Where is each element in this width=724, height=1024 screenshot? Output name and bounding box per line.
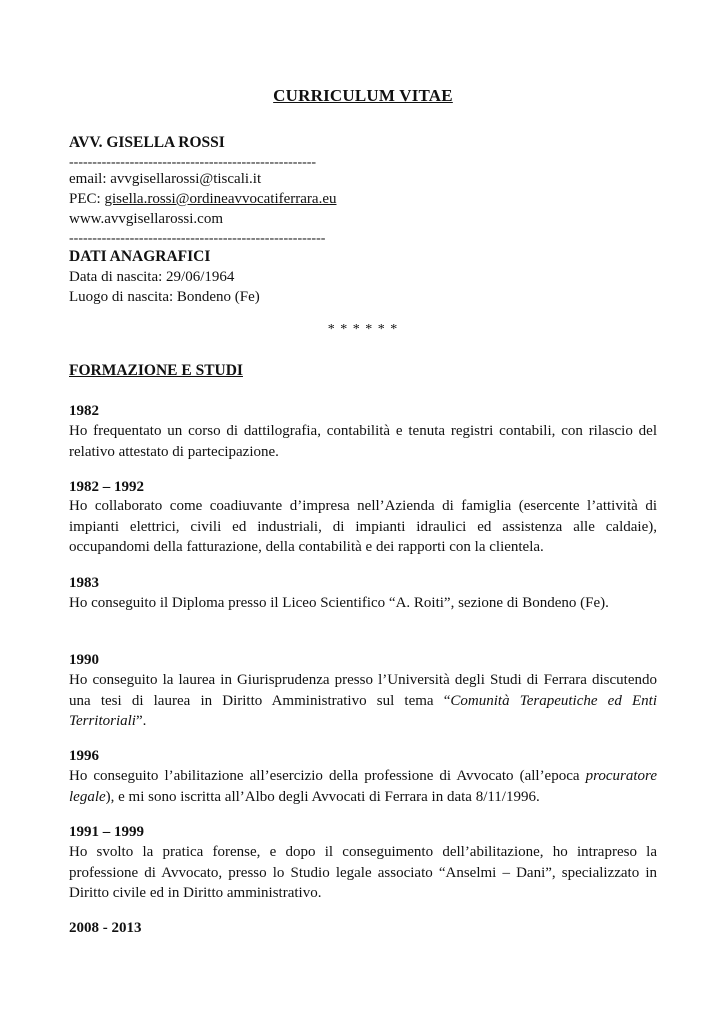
formazione-heading: FORMAZIONE E STUDI <box>69 362 243 379</box>
entry-text-part: ”. <box>135 713 147 729</box>
email-label: email: <box>69 171 111 187</box>
entry-text-part: Ho conseguito l’abilitazione all’esercizio della professione di Avvocato (all’epoca <box>69 768 586 784</box>
website-link[interactable]: www.avvgisellarossi.com <box>69 211 223 227</box>
birth-place: Luogo di nascita: Bondeno (Fe) <box>69 289 260 305</box>
entry-text: Ho svolto la pratica forense, e dopo il conseguimento dell’abilitazione, ho intrapreso la professione di Avvocato, presso lo Studio legale associato “Anselmi – Dani”, specializzato in Diritto civile ed in Diritto amministrativo. <box>69 844 657 901</box>
email-link[interactable]: avvgisellarossi@tiscali.it <box>110 171 262 187</box>
entry-year: 2008 - 2013 <box>69 920 142 936</box>
entry-text <box>69 766 657 807</box>
stars-divider: * * * * * * <box>327 322 399 337</box>
entry-text: Ho collaborato come coadiuvante d’impresa nell’Azienda di famiglia (esercente l’attività di impianti elettrici, civili ed industriali, di impianti idraulici ed assistenza alle caldaie), occupandomi della fatturazione, della contabilità e dei rapporti con la clientela. <box>69 498 657 555</box>
entry-text: Ho frequentato un corso di dattilografia, contabilità e tenuta registri contabili, con rilascio del relativo attestato di partecipazione. <box>69 423 657 460</box>
pec-line <box>69 189 336 209</box>
birth-date: Data di nascita: 29/06/1964 <box>69 269 235 285</box>
entry-year: 1982 – 1992 <box>69 479 144 495</box>
separator-line-bottom: ------------------------------------------------------- <box>69 231 326 246</box>
thesis-title: Comunità Terapeutiche ed Enti Territoriali <box>69 692 657 729</box>
emphasis-text: procuratore legale <box>69 768 657 805</box>
entry-year: 1983 <box>69 575 99 591</box>
email-line <box>69 169 261 189</box>
separator-line-top: ----------------------------------------------------- <box>69 155 317 170</box>
anagrafici-heading: DATI ANAGRAFICI <box>69 248 211 265</box>
entry-year: 1991 – 1999 <box>69 824 144 840</box>
person-name: AVV. GISELLA ROSSI <box>69 134 225 151</box>
cv-page <box>69 0 657 1024</box>
entry-text-part: ), e mi sono iscritta all’Albo degli Avvocati di Ferrara in data 8/11/1996. <box>105 788 540 805</box>
entry-year: 1990 <box>69 652 99 668</box>
entry-year: 1982 <box>69 403 99 419</box>
entry-text <box>69 670 657 732</box>
pec-link[interactable]: gisella.rossi@ordineavvocatiferrara.eu <box>104 191 337 207</box>
entry-year: 1996 <box>69 748 99 764</box>
pec-label: PEC: <box>69 191 105 207</box>
entry-text: Ho conseguito il Diploma presso il Liceo Scientifico “A. Roiti”, sezione di Bondeno (Fe). <box>69 595 609 611</box>
document-title: CURRICULUM VITAE <box>273 86 453 105</box>
entry-text-part: Ho conseguito la laurea in Giurisprudenza presso l’Università degli Studi di Ferrara discutendo una tesi di laurea in Diritto Amministrativo sul tema “ <box>69 672 657 709</box>
